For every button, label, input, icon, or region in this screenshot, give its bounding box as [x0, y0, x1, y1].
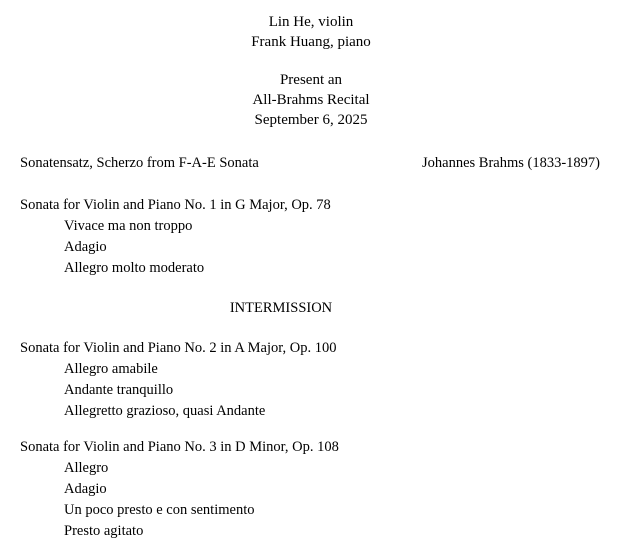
- movement: Allegro: [64, 460, 109, 476]
- program-header: [0, 0, 622, 130]
- movement: Allegretto grazioso, quasi Andante: [64, 403, 266, 419]
- work-spacer-1: [20, 174, 602, 194]
- program-body: [0, 130, 622, 542]
- movement: Presto agitato: [64, 523, 144, 539]
- recital-date: September 6, 2025: [254, 112, 368, 128]
- header-spacer: [0, 52, 622, 70]
- movement: Un poco presto e con sentimento: [64, 502, 255, 518]
- work-sonata-1: [20, 194, 602, 279]
- recital-title: All-Brahms Recital: [252, 92, 370, 108]
- performer-violin: Lin He, violin: [268, 14, 354, 30]
- performer-piano: Frank Huang, piano: [251, 34, 371, 50]
- intermission-label: INTERMISSION: [229, 300, 333, 316]
- movement: Allegro molto moderato: [64, 260, 205, 276]
- movement: Andante tranquillo: [64, 382, 174, 398]
- movement: Vivace ma non troppo: [64, 218, 193, 234]
- work-spacer-2: [20, 422, 602, 436]
- present-line: Present an: [279, 72, 343, 88]
- work-title: Sonata for Violin and Piano No. 3 in D Minor, Op. 108: [20, 439, 339, 455]
- opening-work-title: Sonatensatz, Scherzo from F-A-E Sonata: [20, 155, 259, 171]
- movement: Allegro amabile: [64, 361, 158, 377]
- work-title: Sonata for Violin and Piano No. 1 in G Major, Op. 78: [20, 197, 331, 213]
- work-title: Sonata for Violin and Piano No. 2 in A Major, Op. 100: [20, 340, 337, 356]
- movement: Adagio: [64, 239, 107, 255]
- work-sonata-3: [20, 436, 602, 542]
- opening-work-row: [20, 152, 602, 174]
- work-sonata-2: [20, 337, 602, 422]
- composer-name: Johannes Brahms (1833-1897): [421, 155, 600, 171]
- movement: Adagio: [64, 481, 107, 497]
